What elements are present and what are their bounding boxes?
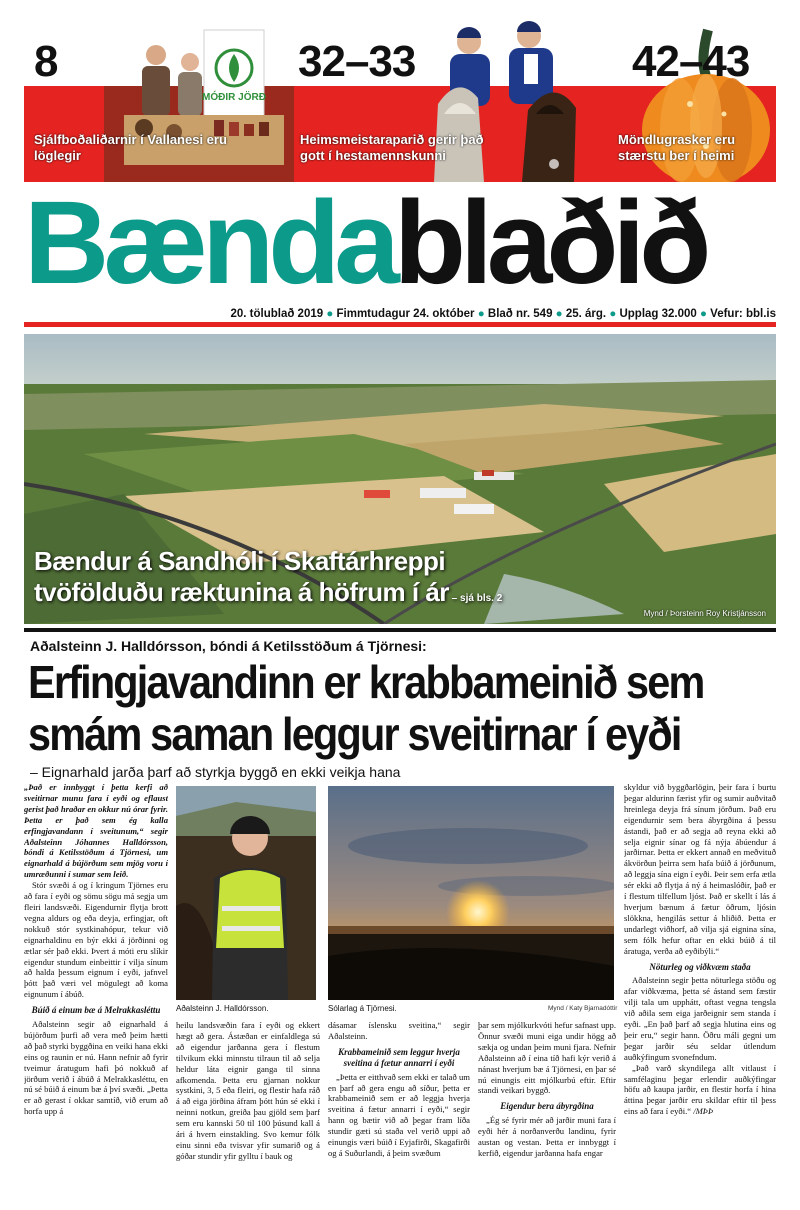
- issue-number: 20. tölublað 2019: [230, 308, 324, 320]
- bullet-icon: ●: [700, 308, 707, 320]
- teaser-sign-text: MÓÐIR JÖRÐ: [202, 92, 266, 103]
- subheading: Eigendur bera ábyrgðina: [500, 1101, 594, 1112]
- article-subhead: – Eignarhald jarða þarf að styrkja byggð en ekki veikja hana: [30, 764, 401, 780]
- teaser-caption-2[interactable]: Heimsmeistaraparið gerir það gott í hestamennskunni: [300, 132, 484, 163]
- issue-blad-nr: Blað nr. 549: [487, 308, 553, 320]
- teaser-page-1[interactable]: 8: [34, 37, 58, 86]
- teaser-caption-3[interactable]: Möndlugrasker eru stærstu ber í heimi: [618, 132, 736, 163]
- sunset-caption: Sólarlag á Tjörnesi.: [328, 1004, 397, 1013]
- bullet-icon: ●: [477, 308, 485, 320]
- teaser-page-3[interactable]: 42–43: [632, 37, 750, 86]
- paragraph-text: „Það varð skyndilega allt vitlaust í samfélaginu þegar erlendir auðkýfingar höfu að kaupa jarðir, en flestir horfa í hina áttina þegar jarðir eru skildar eftir til þess eins að fara í eyði.“: [624, 1062, 776, 1117]
- author-signature: /MÞÞ: [693, 1106, 714, 1117]
- bullet-icon: ●: [555, 308, 563, 320]
- article-column-2: [176, 1020, 320, 1202]
- issue-circulation: Upplag 32.000: [619, 308, 697, 320]
- hero-title-line-2: tvöfölduðu ræktunina á höfrum í ár: [34, 577, 449, 607]
- article-column-5: [624, 782, 776, 1202]
- article-lead: „Það er innbyggt í þetta kerfi að sveitirnar munu fara í eyði og eflaust gerist það hraðar en okkur nú órar fyrir. Þetta er það sem ég kalla erfingjavandann í sveitunum,“ segir Aðalsteinn Jóhannes Halldórsson, bóndi á Ketilsstöðum á Tjörnesi, um eignarhald á bújörðum sem mjög voru í umræðunni í sumar sem leið.: [24, 782, 168, 880]
- article-column-4: [478, 1020, 616, 1202]
- hero-page-ref[interactable]: – sjá bls. 2: [448, 593, 503, 604]
- hero-title[interactable]: [34, 546, 502, 614]
- portrait-photo[interactable]: [176, 786, 316, 1000]
- paragraph: þar sem mjólkurkvóti hefur safnast upp. Önnur svæði muni eiga undir högg að sækja og undan þeim muni fjara. Nefnir Aðalsteinn að í eina tíð hafi kýr verið á nánast hverjum bæ á Tjörnesi, en þar sé nú einungis eitt mjólkurbú eftir. Eftir standi veikari byggð.: [478, 1020, 616, 1096]
- sunset-photo[interactable]: [328, 786, 614, 1000]
- paragraph: „Þetta er eitthvað sem ekki er talað um en þarf að gera engu að síður, þetta er krabbameinið sem er að leggja hverja sveitina á fætur annarri í eyði,“ segir hann og bætir við að þegar fram líða stundir gæti sú staða vel verið uppi að einungis væri búið í Eyjafirði, Skagafirði og á Suðurlandi, á þeim svæðum: [328, 1071, 470, 1158]
- headline-line-2: smám saman leggur sveitirnar í eyði: [28, 708, 681, 760]
- paragraph: [624, 1063, 776, 1118]
- logo-part-bænda: Bænda: [24, 177, 394, 309]
- hero-photo-credit: Mynd / Þorsteinn Roy Kristjánsson: [643, 609, 766, 618]
- hero-photo[interactable]: [24, 334, 776, 624]
- masthead-red-rule: [24, 322, 776, 327]
- issue-date: Fimmtudagur 24. október: [336, 308, 475, 320]
- article-column-3: [328, 1020, 470, 1202]
- paragraph: dásamar íslensku sveitina,“ segir Aðalsteinn.: [328, 1020, 470, 1041]
- portrait-caption: Aðalsteinn J. Halldórsson.: [176, 1004, 269, 1013]
- newspaper-logo[interactable]: [24, 177, 706, 309]
- subheading: Búið á einum bæ á Melrakkasléttu: [31, 1005, 161, 1016]
- paragraph: Aðalsteinn segir að eignarhald á bújörðum þurfi að vera með þeim hætti að það styrki byggðina en veiki hana ekki eins og raunin er nú. Hann nefnir að fyrir tveimur áratugum hafi þó nokkuð af jörðum verið í ábúð á Melrakkasléttu, en nú sé búið á einum bæ á því svæði. „Þetta er að gerast í okkar samtíð, við erum að horfa upp á: [24, 1019, 168, 1117]
- paragraph: „Ég sé fyrir mér að jarðir muni fara í eyði hér á norðanverðu landinu, fyrir austan og vestan. Þetta er innbyggt í kerfið, eigendur jarðanna hafa engar: [478, 1115, 616, 1158]
- bullet-icon: ●: [609, 308, 617, 320]
- teaser-page-2[interactable]: 32–33: [298, 37, 416, 86]
- issue-info-bar: [24, 308, 776, 320]
- teaser-band: [24, 0, 776, 182]
- paragraph: skyldur við byggðarlögin, þeir fara í burtu þegar aldurinn færist yfir og sumir auðvitað hreinlega deyja frá sínum jörðum. Það eru eigendurnir sem bera ábyrgðina á þessu ástandi, það er að segja að reyna ekki að selja eignir sínar og fá nýja ábúendur á jarðirnar. Þetta er ekkert annað en meðvituð ákvörðun þeirra sem hafa búið á jörðunum, að leggja sína eign í eyði. Þeir sem erfa ætla sér ekki að flytja á ný á heimaslóðir, það er í flestum tilfellum ljóst. Það er skellt í lás á hverjum bænum á fætur öðrum, ljósin slökkna, hengilás settur á hliðið. Þetta er undarlegt viðhorf, að vilja sjá eignina sína, sem fólk hefur oftar en ekki búið á til áratuga, verða að eyðibýli.“: [624, 782, 776, 956]
- paragraph: heilu landsvæðin fara í eyði og ekkert hægt að gera. Ástæðan er einfaldlega sú að eigendur jarðanna gera í flestum tilvikum ekki minnstu tilraun til að selja heldur láta eignir ganga til sinna afkomenda. Þetta eru gjarnan nokkur systkini, 3, 5 eða fleiri, og flestir hafa ráð á að eiga jörðina áfram þótt hún sé ekki í neinni notkun, greiða þau gjöld sem þarf sem eru kannski 50 til 100 þúsund kall á ári á hvern einstakling. Svo kemur fólk einu sinni eða tvisvar yfir sumarið og á góðar stundir yfir gylltu í bauk og: [176, 1020, 320, 1161]
- subheading: Krabbameinið sem leggur hverja sveitina á fætur annarri í eyði: [338, 1046, 460, 1068]
- teaser-caption-1[interactable]: Sjálfboðaliðarnir í Vallanesi eru löglegir: [34, 132, 227, 163]
- masthead: [24, 177, 776, 320]
- logo-part-bladid: blaðið: [393, 177, 706, 309]
- article-kicker: Aðalsteinn J. Halldórsson, bóndi á Ketilsstöðum á Tjörnesi:: [30, 638, 427, 654]
- issue-year: 25. árg.: [565, 308, 607, 320]
- hero-title-line-1: Bændur á Sandhóli í Skaftárhreppi: [34, 546, 446, 576]
- bullet-icon: ●: [326, 308, 334, 320]
- paragraph: Aðalsteinn segir þetta nöturlega stöðu og afar viðkvæma, þetta sé ástand sem fæstir vilji tala um upphátt, oftast vegna tengsla við aðila sem eiga jarðeignir sem standa í eyði. „En það þarf að segja hlutina eins og þeir eru,“ segir hann. Öðru máli gegni um þegar jarðir séu seldar útlendum auðkýfingum svonefndum.: [624, 975, 776, 1062]
- headline-line-1: Erfingjavandinn er krabbameinið sem: [28, 656, 704, 708]
- headline-rule: [24, 628, 776, 632]
- article-headline[interactable]: [28, 656, 705, 760]
- article-column-1: [24, 782, 168, 1202]
- paragraph: Stór svæði á og í kringum Tjörnes eru að fara í eyði og sömu sögu má segja um fleiri landsvæði. Eigendurnir flytja brott vegna aldurs og eða deyja, erfingjar, oft nokkuð stór systkinahópur, tekur við eignarhaldinu en býr ekki á jörðinni og ætlar sér það ekki. Þvert á móti eru slíkir eigendur stundum einbeittir í vilja sínum að halda þessum eignum í eyði, jafnvel þótt það væri vel mögulegt að koma eignunum í ábúð.: [24, 880, 168, 1000]
- issue-website[interactable]: Vefur: bbl.is: [710, 308, 776, 320]
- subheading: Nöturleg og viðkvæm staða: [649, 961, 751, 972]
- sunset-credit: Mynd / Katy Bjarnadóttir: [548, 1005, 618, 1012]
